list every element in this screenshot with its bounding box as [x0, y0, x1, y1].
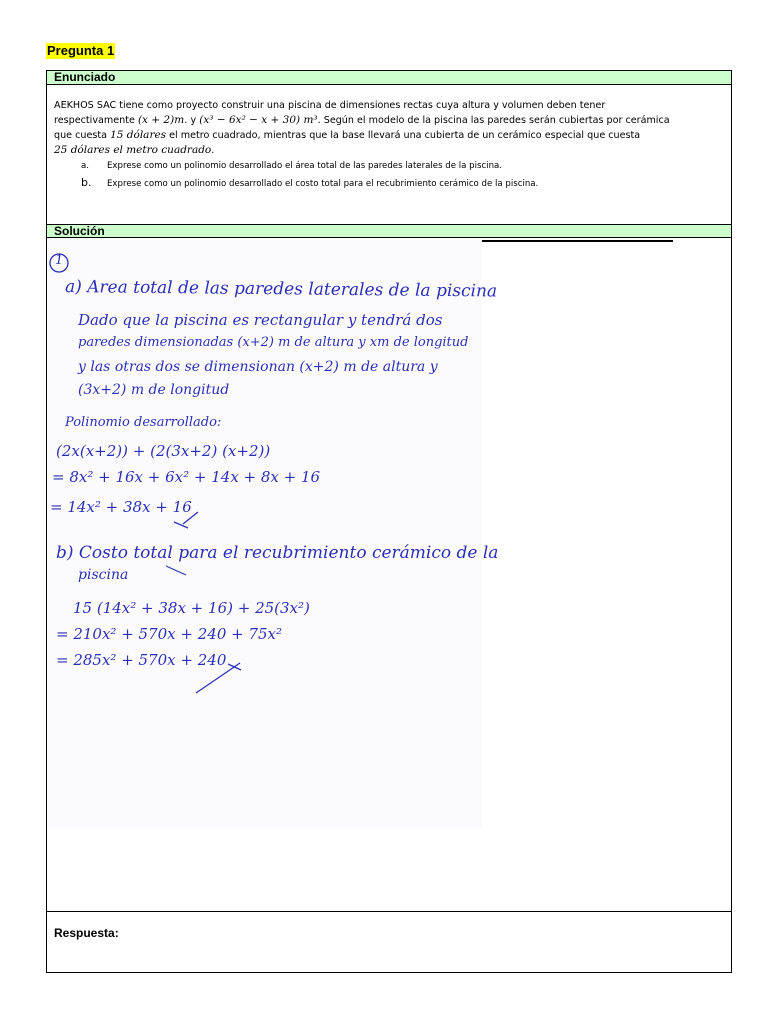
list-item: a. Exprese como un polinomio desarrollado el área total de las paredes laterales de la piscina. — [81, 161, 503, 171]
part-a-line-4: (3x+2) m de longitud — [78, 382, 230, 398]
polynomial-label: Polinomio desarrollado: — [65, 415, 222, 430]
part-b-line-1: piscina — [78, 567, 129, 583]
statement-line-2: respectivamente (x + 2)m. y (x³ − 6x² − x + 30) m³. Según el modelo de la piscina las paredes serán cubiertas por cerámica — [54, 114, 670, 126]
part-a-line-3: y las otras dos se dimensionan (x+2) m de altura y — [78, 359, 438, 375]
equation-1: (2x(x+2)) + (2(3x+2) (x+2)) — [56, 442, 271, 460]
equation-5: = 210x² + 570x + 240 + 75x² — [56, 625, 283, 643]
statement-items — [81, 161, 721, 191]
handwritten-solution-image — [48, 240, 499, 828]
problem-number: 1 — [55, 253, 64, 268]
equation-2: = 8x² + 16x + 6x² + 14x + 8x + 16 — [52, 468, 321, 486]
statement-line-4: 25 dólares el metro cuadrado. — [54, 144, 215, 156]
statement-line-1: AEKHOS SAC tiene como proyecto construir una piscina de dimensiones rectas cuya altura y volumen deben tener — [54, 100, 606, 111]
divider — [481, 240, 673, 242]
equation-4: 15 (14x² + 38x + 16) + 25(3x²) — [73, 599, 310, 617]
solution-header: Solución — [47, 224, 731, 238]
question-title: Pregunta 1 — [47, 43, 115, 58]
part-a-title: a) Area total de las paredes laterales de la piscina — [64, 277, 498, 302]
part-a-line-2: paredes dimensionadas (x+2) m de altura y xm de longitud — [78, 335, 469, 350]
question-table — [46, 70, 732, 973]
statement-text — [54, 99, 728, 158]
answer-label: Respuesta: — [54, 926, 119, 940]
part-b-title: b) Costo total para el recubrimiento cerámico de la — [56, 543, 499, 563]
list-item: b. Exprese como un polinomio desarrollado el costo total para el recubrimiento cerámico de la piscina. — [81, 176, 539, 189]
statement-header: Enunciado — [47, 71, 731, 85]
part-a-line-1: Dado que la piscina es rectangular y tendrá dos — [78, 311, 443, 329]
equation-6: = 285x² + 570x + 240 — [56, 651, 227, 669]
divider — [47, 911, 731, 912]
statement-line-3: que cuesta 15 dólares el metro cuadrado, mientras que la base llevará una cubierta de un cerámico especial que cuesta — [54, 129, 641, 141]
equation-3: = 14x² + 38x + 16 — [50, 498, 192, 516]
